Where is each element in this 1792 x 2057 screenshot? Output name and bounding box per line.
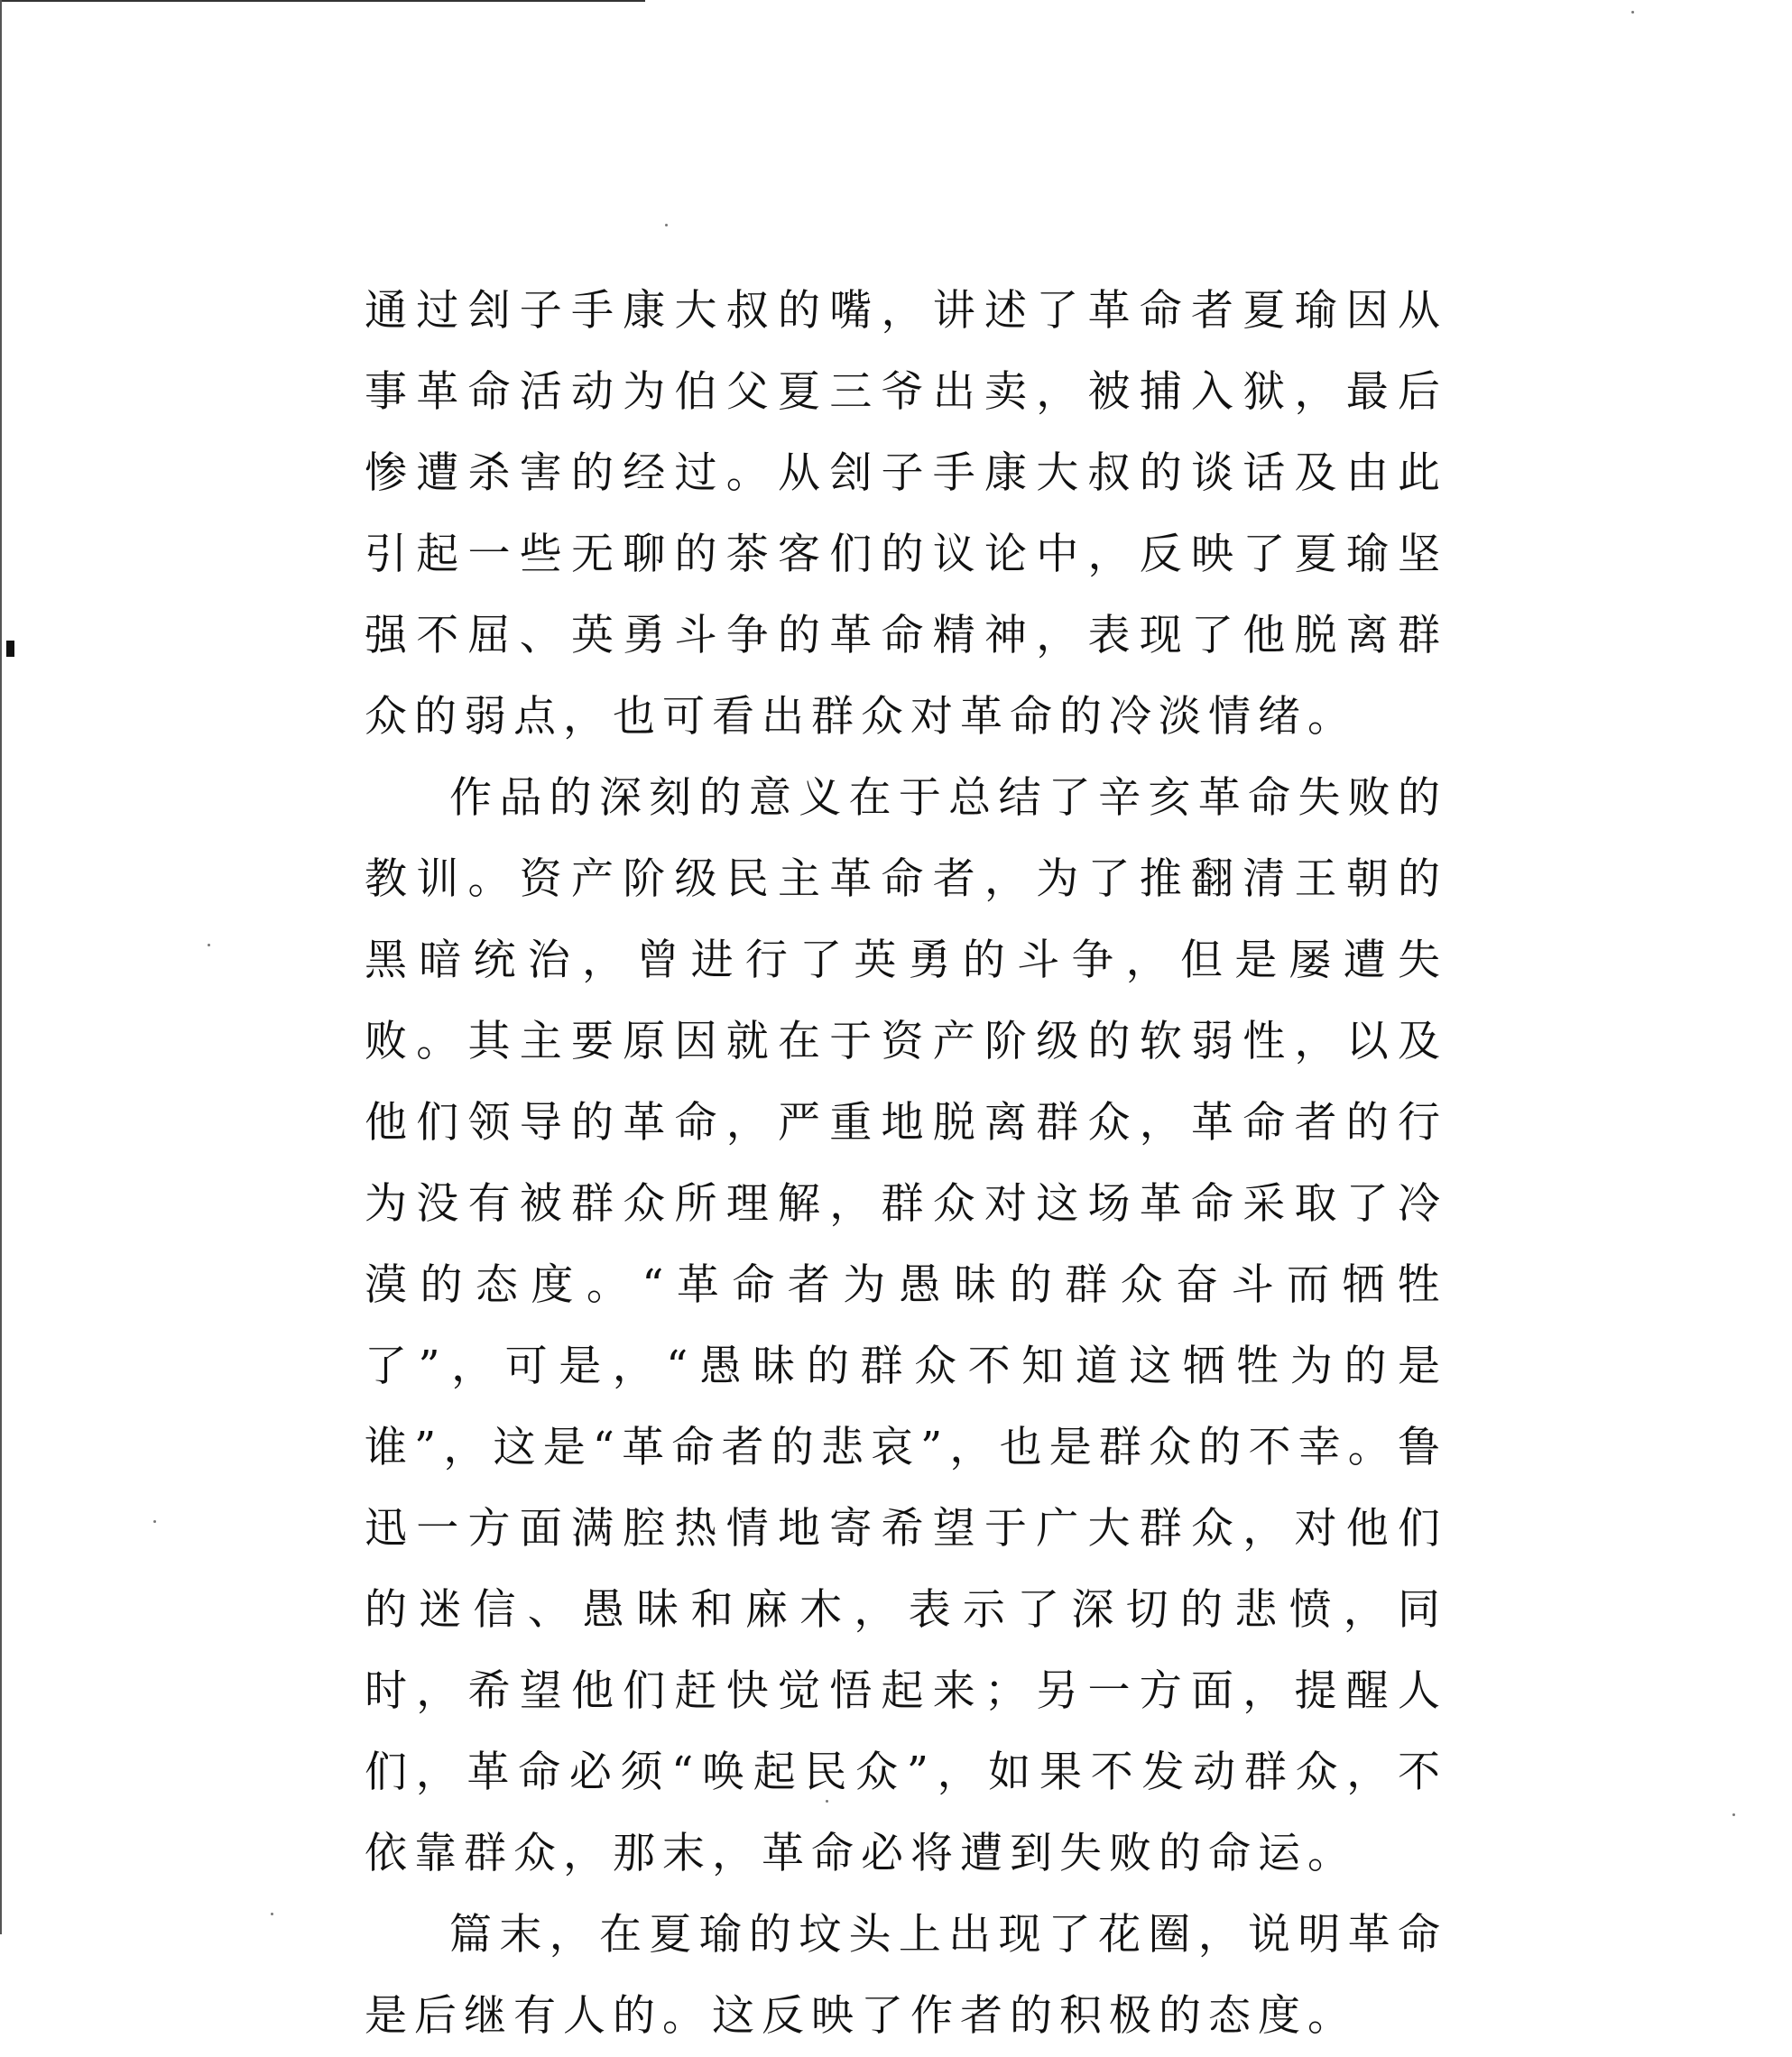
scan-speck [1631,11,1634,14]
binding-mark [6,641,14,657]
body-text [365,271,1447,2057]
scan-speck [271,1913,273,1915]
paragraph: 篇末，在夏瑜的坟头上出现了花圈，说明革命是后继有人的。这反映了作者的积极的态度。 [365,1910,1447,2041]
scan-left-edge-line [0,0,2,1934]
scan-speck [1732,1813,1735,1816]
paragraph: 作品的深刻的意义在于总结了辛亥革命失败的教训。资产阶级民主革命者，为了推翻清王朝的黑暗统治，曾进行了英勇的斗争，但是屡遭失败。其主要原因就在于资产阶级的软弱性，以及他们领导的革命，严重地脱离群众，革命者的行为没有被群众所理解，群众对这场革命采取了冷漠的态度。“革命者为愚昧的群众奋斗而牺牲了”，可是，“愚昧的群众不知道这牺牲为的是谁”，这是“革命者的悲哀”，也是群众的不幸。鲁迅一方面满腔热情地寄希望于广大群众，对他们的迷信、愚昧和麻木，表示了深切的悲愤，同时，希望他们赶快觉悟起来；另一方面，提醒人们，革命必须“唤起民众”，如果不发动群众，不依靠群众，那末，革命必将遭到失败的命运。 [365,773,1447,1878]
scan-speck [665,224,668,226]
paragraph: 通过刽子手康大叔的嘴，讲述了革命者夏瑜因从事革命活动为伯父夏三爷出卖，被捕入狱，最后惨遭杀害的经过。从刽子手康大叔的谈话及由此引起一些无聊的茶客们的议论中，反映了夏瑜坚强不屈、英勇斗争的革命精神，表现了他脱离群众的弱点，也可看出群众对革命的冷淡情绪。 [365,286,1447,742]
scan-top-edge-line [0,0,645,2]
scan-speck [153,1520,156,1523]
scan-speck [208,944,210,946]
